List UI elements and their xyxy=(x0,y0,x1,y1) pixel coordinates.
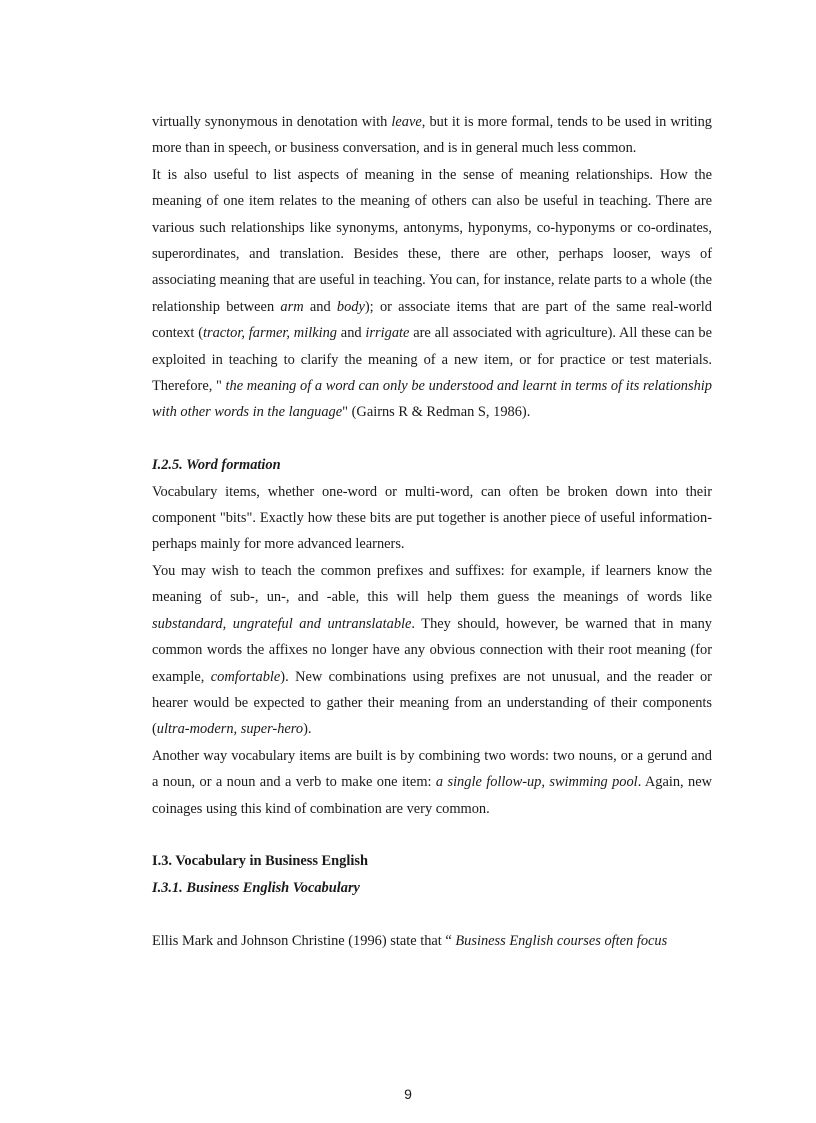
paragraph-prefixes-suffixes: You may wish to teach the common prefixes and suffixes: for example, if learners know the meaning of sub-, un-, and -able, this will help them guess the meanings of words like substandard, ungrateful and untranslatable. They should, however, be warned that in many common words the affixes no longer have any obvious connection with their root meaning (for example, comfortable). New combinations using prefixes are not unusual, and the reader or hearer would be expected to gather their meaning from an understanding of their components (ultra-modern, super-hero). xyxy=(152,562,712,738)
spacer xyxy=(152,901,712,927)
paragraph-compounds: Another way vocabulary items are built is by combining two words: two nouns, or a gerund and a noun, or a noun and a verb to make one item: a single follow-up, swimming pool. Again, new coinages using this kind of combination are very common. xyxy=(152,747,712,817)
paragraph-meaning-relationships: It is also useful to list aspects of meaning in the sense of meaning relationships. How the meaning of one item relates to the meaning of others can also be useful in teaching. There are various such relationships like synonyms, antonyms, hyponyms, co-hyponyms or co-ordinates, superordinates, and translation. Besides these, there are other, perhaps looser, ways of associating meaning that are useful in teaching. You can, for instance, relate parts to a whole (the relationship between arm and body); or associate items that are part of the same real-world context (tractor, farmer, milking and irrigate are all associated with agriculture). All these can be exploited in teaching to clarify the meaning of a new item, or for practice or test materials. Therefore, " the meaning of a word can only be understood and learnt in terms of its relationship with other words in the language" (Gairns R & Redman S, 1986). xyxy=(152,166,712,421)
section-heading-business-english: I.3. Vocabulary in Business English xyxy=(152,853,368,870)
page-number: 9 xyxy=(404,1086,412,1102)
paragraph-ellis-johnson: Ellis Mark and Johnson Christine (1996) state that “ Business English courses often focus xyxy=(152,932,668,949)
paragraph-leave-synonym: virtually synonymous in denotation with leave, but it is more formal, tends to be used in writing more than in speech, or business conversation, and is in general much less common. xyxy=(152,114,712,157)
spacer xyxy=(152,822,712,848)
body-text xyxy=(152,109,712,954)
paragraph-component-bits: Vocabulary items, whether one-word or multi-word, can often be broken down into their component "bits". Exactly how these bits are put together is another piece of useful information-perhaps mainly for more advanced learners. xyxy=(152,483,712,553)
subsection-heading-business-vocabulary: I.3.1. Business English Vocabulary xyxy=(152,879,360,896)
spacer xyxy=(152,426,712,452)
section-heading-word-formation: I.2.5. Word formation xyxy=(152,457,281,474)
